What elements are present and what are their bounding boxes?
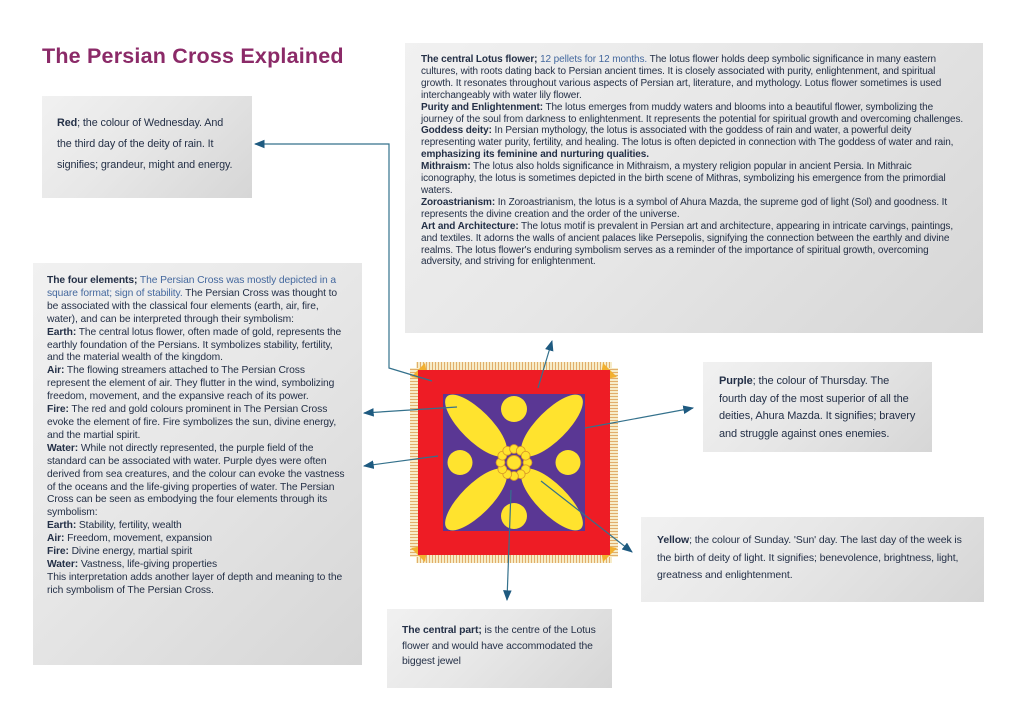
text-run: Water: <box>47 442 79 454</box>
text-run: Air: <box>47 365 65 377</box>
rosette-petal <box>521 451 530 460</box>
text-run: ; the colour of Wednesday. And the third day of the deity of rain. It signifies; grandeur, might and energy. <box>57 117 233 171</box>
text-run: Red <box>57 117 78 129</box>
text-run: Art and Architecture: <box>421 220 519 232</box>
text-run: Goddess deity: <box>421 125 492 137</box>
text-run: The lotus motif is prevalent in Persian art and architecture, appearing in intricate carvings, paintings, and textiles. It adorns the walls of ancient palaces like Persepolis, signifying the connection between the earthly and divine realms. The lotus flower's enduring symbolism serves as a reminder of the importance of spiritual growth, overcoming adversity, and striving for enlightenment. <box>421 220 953 268</box>
text-run: The flowing streamers attached to The Persian Cross represent the element of air. They flutter in the wind, symbolizing freedom, movement, and the expansive reach of its power. <box>47 365 335 403</box>
text-run: is the centre of the Lotus flower and would have accommodated the biggest jewel <box>402 625 596 667</box>
text-run: The central Lotus flower; <box>421 54 538 65</box>
text-run: The Persian Cross was thought to be associated with the classical four elements (earth, air, fire, water), and can be interpreted through their symbolism: <box>47 287 338 325</box>
text-run: The central part; <box>402 625 482 636</box>
red-colour-callout <box>42 96 252 198</box>
text-run: The lotus flower holds deep symbolic significance in many eastern cultures, with roots dating back to Persian ancient times. It is closely associated with purity, enlightenment, and spiritual growth. It resonates throughout various aspects of Persian art, literature, and mythology. Lotus flower sometimes is used interchangeably with water lily flower. <box>421 54 942 101</box>
text-run: Air: <box>47 533 65 545</box>
text-run: Water: <box>47 558 79 570</box>
text-run: Yellow <box>657 534 690 546</box>
paragraph <box>57 113 237 176</box>
text-run: ; the colour of Sunday. 'Sun' day. The last day of the week is the birth of deity of light. It signifies; benevolence, brightness, light, greatness and enlightenment. <box>657 534 962 581</box>
text-run: Divine energy, martial spirit <box>68 546 193 558</box>
paragraph <box>421 161 967 197</box>
paragraph <box>421 54 967 102</box>
text-run: ; the colour of Thursday. The fourth day of the most superior of all the deities, Ahura Mazda. It signifies; bravery and struggle against ones enemies. <box>719 375 916 440</box>
paragraph <box>47 533 348 546</box>
pellet-right <box>556 450 581 475</box>
paragraph <box>47 443 348 520</box>
paragraph <box>47 546 348 559</box>
paragraph <box>47 365 348 404</box>
text-run: Mithraism: <box>421 161 471 173</box>
text-run: The lotus emerges from muddy waters and blooms into a beautiful flower, symbolizing the journey of the soul from darkness to enlightenment. It represents the potential for spiritual growth and overcoming challenges. <box>421 101 964 125</box>
paragraph <box>421 221 967 269</box>
central-part-callout <box>387 609 612 688</box>
text-run: The lotus also holds significance in Mithraism, a mystery religion popular in ancient Persia. In Mithraic iconography, the lotus is sometimes depicted in the birth scene of Mithras, symbolizing his emergence from the primordial waters. <box>421 161 946 196</box>
text-run: Earth: <box>47 520 77 532</box>
text-run: Purple <box>719 375 753 387</box>
text-run: The Persian Cross was mostly depicted in a square format; sign of stability. <box>47 275 337 299</box>
paragraph <box>719 373 916 443</box>
text-run: The central lotus flower, often made of gold, represents the earthly foundation of the Persians. It symbolizes stability, fertility, and the material wealth of the kingdom. <box>47 326 342 364</box>
paragraph <box>47 572 348 598</box>
text-run: In Persian mythology, the lotus is associated with the goddess of rain and water, a powerful deity representing water purity, fertility, and healing. The lotus is often depicted in connection with The goddess of water and rain, <box>421 125 954 149</box>
pellet-bottom <box>501 503 527 529</box>
central-lotus-flower-callout <box>405 43 983 333</box>
page-title: The Persian Cross Explained <box>42 44 344 68</box>
paragraph <box>47 275 348 327</box>
text-run: In Zoroastrianism, the lotus is a symbol of Ahura Mazda, the supreme god of light (Sol) and goodness. It represents the divine creation and the order of the universe. <box>421 196 948 220</box>
yellow-colour-callout <box>641 517 984 602</box>
text-run: Earth: <box>47 326 77 338</box>
text-run: Zoroastrianism: <box>421 196 496 208</box>
text-run: emphasizing its feminine and nurturing qualities. <box>421 149 649 161</box>
paragraph <box>421 197 967 221</box>
text-run: 12 pellets for 12 months. <box>537 54 648 65</box>
text-run: While not directly represented, the purple field of the standard can be associated with water. Purple dyes were often derived from sea creatures, and the colour can evoke the vastness of the oceans and the life-giving properties of water. The Persian Cross can be seen as embodying the four elements through its symbolism: <box>47 442 345 519</box>
text-run: Freedom, movement, expansion <box>64 533 212 545</box>
pellet-top <box>501 396 527 422</box>
persian-cross-flag-image <box>410 362 618 563</box>
text-run: Purity and Enlightenment: <box>421 101 543 113</box>
paragraph <box>47 559 348 572</box>
paragraph <box>421 102 967 126</box>
purple-colour-callout <box>703 362 932 452</box>
text-run: The red and gold colours prominent in The Persian Cross evoke the element of fire. Fire symbolizes the sun, divine energy, and the martial spirit. <box>47 404 337 441</box>
rosette-center <box>507 456 521 470</box>
four-elements-callout <box>33 263 362 665</box>
paragraph <box>402 623 597 670</box>
paragraph <box>47 404 348 443</box>
text-run: Vastness, life-giving properties <box>78 558 218 570</box>
text-run: The four elements; <box>47 275 138 286</box>
paragraph <box>657 532 968 585</box>
paragraph <box>421 125 967 161</box>
text-run: Fire: <box>47 404 69 416</box>
paragraph <box>47 327 348 366</box>
pellet-left <box>448 450 473 475</box>
text-run: Stability, fertility, wealth <box>76 520 182 532</box>
paragraph <box>47 520 348 533</box>
text-run: Fire: <box>47 546 69 558</box>
text-run: This interpretation adds another layer of depth and meaning to the rich symbolism of The Persian Cross. <box>47 571 343 596</box>
